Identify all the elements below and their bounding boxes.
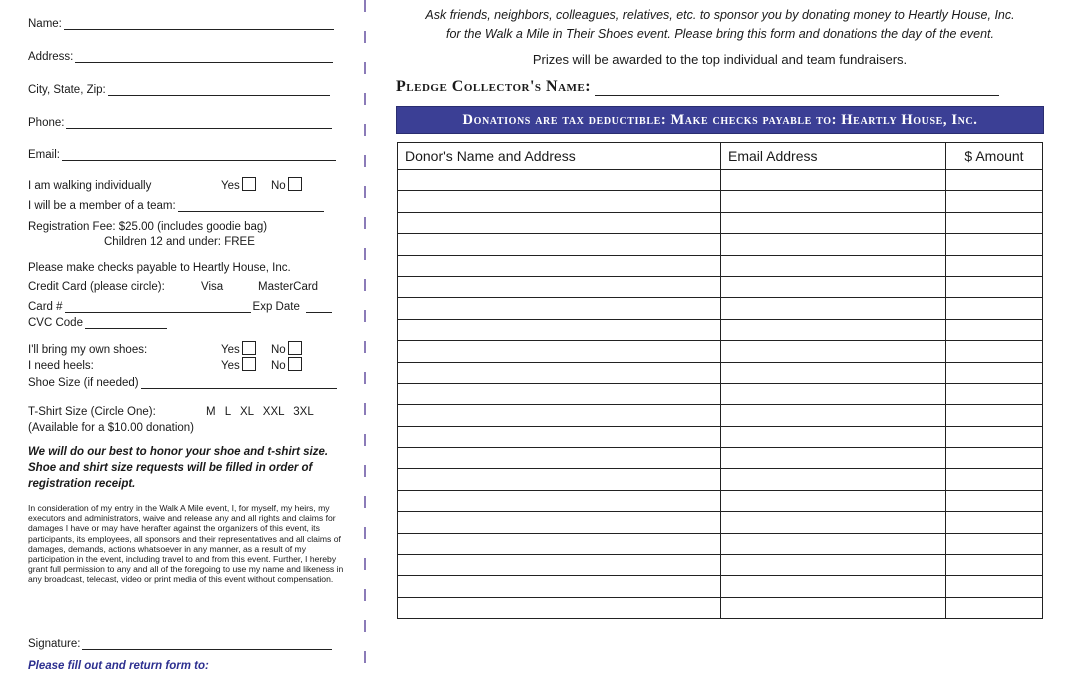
email-cell[interactable] [721,234,946,255]
donor-name-cell[interactable] [398,405,721,426]
donor-name-cell[interactable] [398,490,721,511]
heels-yes[interactable] [221,357,256,372]
credit-card-label: Credit Card (please circle): [28,281,165,293]
heels-no[interactable] [271,357,302,372]
shoe-size-label: Shoe Size (if needed) [28,377,139,389]
table-row [398,298,1043,319]
cvc-line[interactable] [85,316,167,329]
email-cell[interactable] [721,255,946,276]
name-field[interactable] [28,17,334,30]
donor-name-cell[interactable] [398,191,721,212]
no-label: No [271,344,286,356]
no-checkbox[interactable] [288,177,302,191]
intro-line-2: for the Walk a Mile in Their Shoes event. Please bring this form and donations the day of the event. [446,27,994,41]
donor-name-cell[interactable] [398,576,721,597]
donor-name-cell[interactable] [398,255,721,276]
exp-date-label: Exp Date [252,301,300,313]
visa-option[interactable]: Visa [201,281,224,293]
no-checkbox[interactable] [288,357,302,371]
phone-line[interactable] [66,116,332,129]
donor-name-cell[interactable] [398,533,721,554]
walking-individually-label: I am walking individually [28,180,152,192]
table-row [398,469,1043,490]
city-label: City, State, Zip: [28,84,106,96]
donor-table [397,142,1043,619]
amount-cell[interactable] [946,212,1043,233]
table-row [398,533,1043,554]
children-free: Children 12 and under: FREE [104,236,255,248]
yes-checkbox[interactable] [242,177,256,191]
table-row [398,362,1043,383]
amount-cell[interactable] [946,597,1043,618]
donor-name-cell[interactable] [398,234,721,255]
email-cell[interactable] [721,533,946,554]
table-row [398,170,1043,191]
table-row [398,555,1043,576]
email-cell[interactable] [721,448,946,469]
collector-field[interactable] [396,78,999,96]
no-label: No [271,360,286,372]
yes-checkbox[interactable] [242,341,256,355]
donor-name-cell[interactable] [398,597,721,618]
team-label: I will be a member of a team: [28,200,176,212]
tshirt-note: (Available for a $10.00 donation) [28,422,195,434]
amount-cell[interactable] [946,170,1043,191]
email-cell[interactable] [721,319,946,340]
amount-cell[interactable] [946,298,1043,319]
need-heels-label: I need heels: [28,360,94,372]
no-checkbox[interactable] [288,341,302,355]
col-donor-name: Donor's Name and Address [398,143,721,170]
liability-waiver: In consideration of my entry in the Walk A Mile event, I, for myself, my heirs, my executors and administrators, waive and release any and all rights and claims for damages I have or may have herafter against the organizers of this event, its participants, its employees, all sponsors and their representatives and all claims of damages, demands, actions whatsoever in any manner, as a result of my participation in the event, including travel to and from this event. Further, I hereby grant full permission to any and all of the foregoing to use my name and likeness in any broadcast, telecast, video or print media of this event without compensation. [28,503,344,585]
amount-cell[interactable] [946,555,1043,576]
yes-label: Yes [221,360,240,372]
tshirt-label: T-Shirt Size (Circle One): [28,406,156,418]
email-cell[interactable] [721,276,946,297]
col-amount: $ Amount [946,143,1043,170]
table-row [398,319,1043,340]
table-row [398,191,1043,212]
collector-label: Pledge Collector's Name: [396,78,592,95]
amount-cell[interactable] [946,276,1043,297]
intro-line-1: Ask friends, neighbors, colleagues, relatives, etc. to sponsor you by donating money to Heartly House, Inc. [425,8,1015,22]
donor-name-cell[interactable] [398,426,721,447]
address-field[interactable] [28,50,333,63]
email-label: Email: [28,149,60,161]
amount-cell[interactable] [946,383,1043,404]
signature-field[interactable] [28,637,332,650]
address-line[interactable] [75,50,333,63]
amount-cell[interactable] [946,448,1043,469]
walking-no[interactable] [271,177,302,192]
amount-cell[interactable] [946,191,1043,212]
walking-yes[interactable] [221,177,256,192]
name-line[interactable] [64,17,334,30]
email-cell[interactable] [721,512,946,533]
team-field[interactable] [28,199,324,212]
email-cell[interactable] [721,426,946,447]
table-row [398,426,1043,447]
donor-table-header [398,143,1043,170]
amount-cell[interactable] [946,426,1043,447]
signature-label: Signature: [28,638,81,650]
table-row [398,276,1043,297]
amount-cell[interactable] [946,341,1043,362]
exp-date-line[interactable] [306,300,332,313]
phone-label: Phone: [28,117,65,129]
honor-note-line-2: Shoe and shirt size requests will be filled in order of [28,462,313,474]
donor-name-cell[interactable] [398,512,721,533]
prizes-note: Prizes will be awarded to the top individual and team fundraisers. [532,52,908,67]
email-cell[interactable] [721,490,946,511]
email-field[interactable] [28,148,336,161]
pledge-sheet [396,0,1044,675]
email-cell[interactable] [721,191,946,212]
yes-checkbox[interactable] [242,357,256,371]
email-cell[interactable] [721,576,946,597]
collector-line[interactable] [595,81,999,96]
phone-field[interactable] [28,116,332,129]
amount-cell[interactable] [946,319,1043,340]
donor-rows [398,170,1043,619]
cvc-field[interactable] [28,316,167,329]
email-cell[interactable] [721,212,946,233]
table-row [398,212,1043,233]
honor-note [28,444,328,492]
tax-deductible-banner: Donations are tax deductible: Make checks payable to: Heartly House, Inc. [396,106,1044,134]
donor-name-cell[interactable] [398,555,721,576]
yes-label: Yes [221,180,240,192]
card-number-field[interactable] [28,300,332,313]
donor-name-cell[interactable] [398,319,721,340]
donor-name-cell[interactable] [398,341,721,362]
name-label: Name: [28,18,62,30]
table-row [398,383,1043,404]
donor-name-cell[interactable] [398,170,721,191]
amount-cell[interactable] [946,405,1043,426]
table-row [398,597,1043,618]
donor-name-cell[interactable] [398,298,721,319]
col-email: Email Address [721,143,946,170]
email-cell[interactable] [721,555,946,576]
email-cell[interactable] [721,341,946,362]
amount-cell[interactable] [946,576,1043,597]
amount-cell[interactable] [946,490,1043,511]
email-cell[interactable] [721,362,946,383]
email-cell[interactable] [721,597,946,618]
table-row [398,576,1043,597]
email-cell[interactable] [721,170,946,191]
checks-payable: Please make checks payable to Heartly House, Inc. [28,262,291,274]
shoe-size-field[interactable] [28,376,337,389]
table-row [398,255,1043,276]
amount-cell[interactable] [946,362,1043,383]
table-row [398,405,1043,426]
signature-line[interactable] [82,637,332,650]
registration-fee: Registration Fee: $25.00 (includes goodie bag) [28,221,268,233]
email-cell[interactable] [721,405,946,426]
yes-label: Yes [221,344,240,356]
donor-name-cell[interactable] [398,469,721,490]
email-cell[interactable] [721,469,946,490]
table-row [398,341,1043,362]
amount-cell[interactable] [946,255,1043,276]
shoe-size-line[interactable] [141,376,337,389]
address-label: Address: [28,51,74,63]
email-cell[interactable] [721,383,946,404]
mastercard-option[interactable]: MasterCard [258,281,319,293]
page-divider [364,0,366,675]
card-number-label: Card # [28,301,63,313]
table-row [398,490,1043,511]
donor-name-cell[interactable] [398,448,721,469]
amount-cell[interactable] [946,469,1043,490]
cvc-label: CVC Code [28,317,83,329]
table-row [398,234,1043,255]
honor-note-line-3: registration receipt. [28,478,136,490]
email-cell[interactable] [721,298,946,319]
own-shoes-label: I'll bring my own shoes: [28,344,148,356]
email-line[interactable] [62,148,336,161]
card-number-line[interactable] [65,300,251,313]
donor-name-cell[interactable] [398,276,721,297]
table-row [398,512,1043,533]
shoes-yes[interactable] [221,341,256,356]
tshirt-sizes[interactable]: M L XL XXL 3XL [206,406,314,418]
return-note: Please fill out and return form to: [28,660,209,672]
donor-name-cell[interactable] [398,212,721,233]
donor-name-cell[interactable] [398,383,721,404]
table-row [398,448,1043,469]
city-field[interactable] [28,83,330,96]
honor-note-line-1: We will do our best to honor your shoe and t-shirt size. [28,446,329,458]
team-line[interactable] [178,199,324,212]
amount-cell[interactable] [946,512,1043,533]
city-line[interactable] [108,83,330,96]
donor-name-cell[interactable] [398,362,721,383]
shoes-no[interactable] [271,341,302,356]
amount-cell[interactable] [946,234,1043,255]
amount-cell[interactable] [946,533,1043,554]
no-label: No [271,180,286,192]
registration-form [28,0,348,675]
